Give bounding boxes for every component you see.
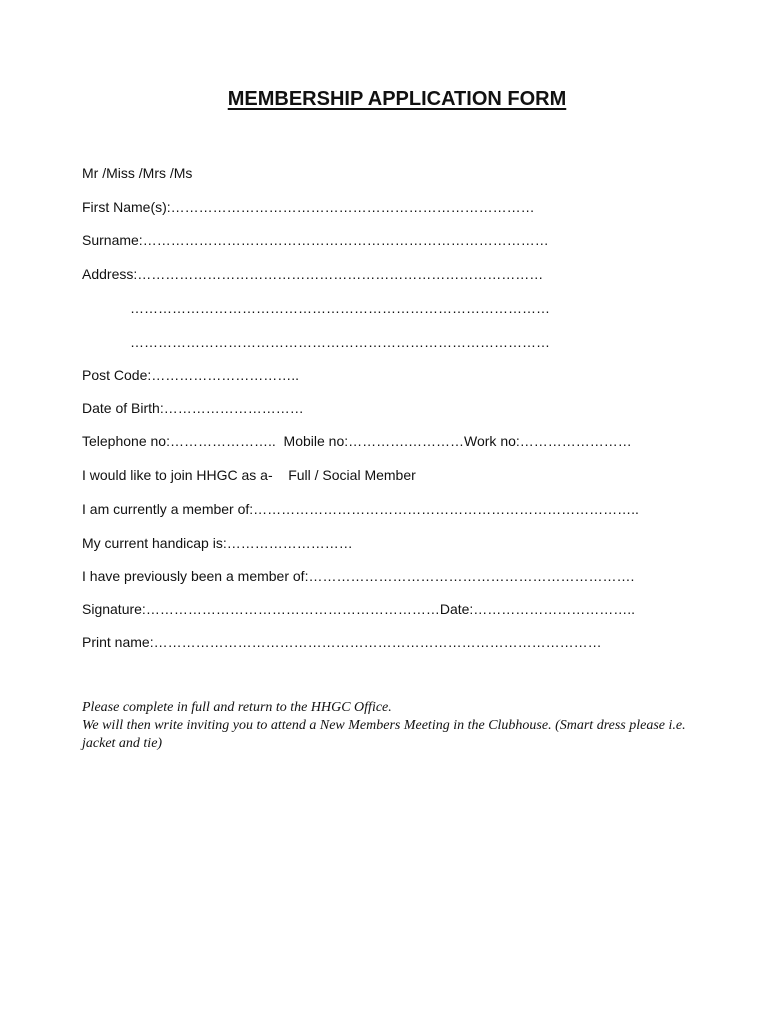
date-of-birth-field[interactable]: Date of Birth:………………………… (82, 400, 304, 416)
surname-field[interactable]: Surname:…………………………………………………………………………… (82, 232, 549, 248)
phone-numbers-row (82, 432, 632, 450)
print-name-field[interactable]: Print name:…………………………………………………………………………………… (82, 634, 602, 650)
membership-type-row (82, 466, 416, 484)
telephone-field[interactable]: Telephone no:………………….. (82, 433, 276, 449)
signature-field[interactable]: Signature:……………………………………………………… (82, 601, 440, 617)
signature-row (82, 600, 635, 618)
handicap-field[interactable]: My current handicap is:……………………… (82, 535, 353, 551)
post-code-field[interactable]: Post Code:………………………….. (82, 367, 300, 383)
membership-type-option[interactable]: Full / Social Member (288, 467, 416, 483)
instructions-note (82, 699, 722, 753)
instructions-line-2: We will then write inviting you to attend a New Members Meeting in the Clubhouse. (Smart dress please i.e. jacket and tie) (82, 718, 686, 751)
work-field[interactable]: Work no:…………………… (464, 433, 632, 449)
mobile-field[interactable]: Mobile no:………….………… (283, 433, 465, 449)
address-line-3-field[interactable]: ……………………………………………………………………………… (130, 334, 550, 350)
previous-membership-field[interactable]: I have previously been a member of:……………………………………………………………. (82, 568, 635, 584)
current-membership-field[interactable]: I am currently a member of:……………………………………………………………………….. (82, 501, 639, 517)
salutation-field[interactable]: Mr /Miss /Mrs /Ms (82, 165, 193, 181)
address-line-2-field[interactable]: ……………………………………………………………………………… (130, 300, 550, 316)
form-title-text: MEMBERSHIP APPLICATION FORM (227, 88, 567, 110)
instructions-line-1: Please complete in full and return to the HHGC Office. (82, 700, 392, 715)
first-names-field[interactable]: First Name(s):…………………………………………………………………… (82, 199, 535, 215)
form-title (0, 88, 770, 111)
join-as-label: I would like to join HHGC as a- (82, 467, 273, 483)
date-field[interactable]: Date:…………………………….. (439, 601, 636, 617)
address-line-1-field[interactable]: Address:…………………………………………………………………………… (82, 266, 544, 282)
